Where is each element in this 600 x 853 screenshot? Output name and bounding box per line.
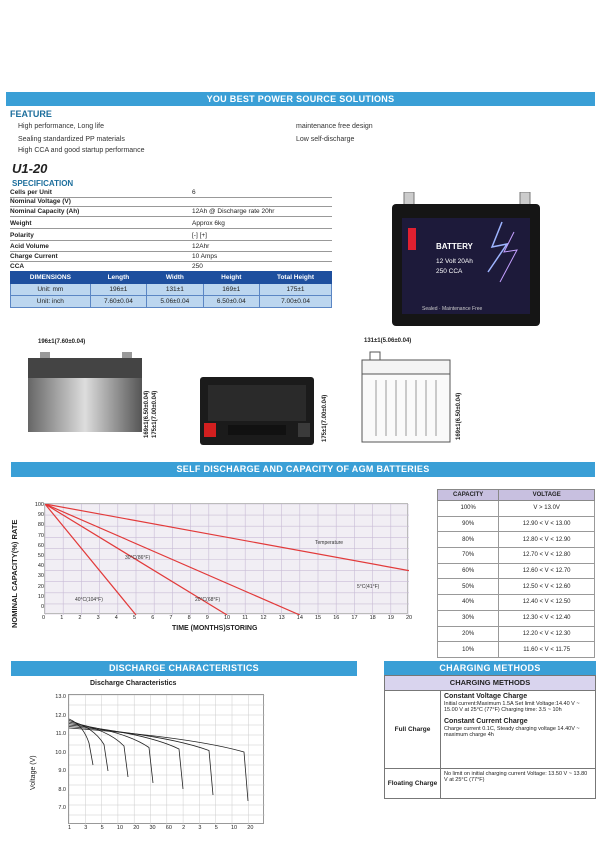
battery-top-photo bbox=[198, 375, 316, 447]
table-row bbox=[438, 595, 595, 611]
dim-header: Height bbox=[203, 272, 259, 284]
table-row bbox=[438, 548, 595, 564]
spec-value: 6 bbox=[192, 189, 196, 196]
x-tick-label: 5 bbox=[133, 615, 137, 621]
volt-cell: 20% bbox=[438, 626, 499, 642]
x-tick-label: 10 bbox=[231, 825, 238, 831]
spec-row bbox=[10, 197, 332, 207]
spec-key: Charge Current bbox=[10, 253, 58, 260]
spec-key: Weight bbox=[10, 220, 32, 227]
spec-key: Polarity bbox=[10, 232, 34, 239]
feature-item: Low self-discharge bbox=[296, 136, 355, 143]
x-tick-row bbox=[68, 825, 264, 833]
spec-key: Cells per Unit bbox=[10, 189, 52, 196]
x-tick-label: 9 bbox=[205, 615, 209, 621]
y-tick-label: 80 bbox=[37, 522, 44, 529]
y-tick-column bbox=[46, 694, 66, 824]
battery-side-drawing bbox=[360, 350, 452, 444]
self-discharge-chart bbox=[44, 503, 408, 614]
dim-cell: 169±1 bbox=[203, 284, 259, 296]
dim-cell: 5.06±0.04 bbox=[147, 296, 203, 308]
float-text: No limit on initial charging current Voltage: 13.50 V ~ 13.80 V at 25°C (77°F) bbox=[444, 771, 588, 783]
voltage-table bbox=[437, 489, 595, 658]
discharge-curve bbox=[69, 724, 153, 784]
x-tick-label: 20 bbox=[406, 615, 413, 621]
feature-item: High performance, Long life bbox=[18, 123, 104, 130]
volt-cell: 30% bbox=[438, 610, 499, 626]
x-tick-label: 5 bbox=[100, 825, 104, 831]
svg-text:Sealed · Maintenance Free: Sealed · Maintenance Free bbox=[422, 306, 483, 312]
volt-cell: 12.60 < V < 12.70 bbox=[499, 563, 595, 579]
volt-cell: 90% bbox=[438, 516, 499, 532]
spec-value: 250 bbox=[192, 263, 203, 270]
x-tick-label: 1 bbox=[60, 615, 64, 621]
spec-value: 10 Amps bbox=[192, 253, 218, 260]
y-tick-label: 12.0 bbox=[55, 712, 66, 719]
charging-banner: CHARGING METHODS bbox=[384, 661, 596, 676]
discharge-banner: DISCHARGE CHARACTERISTICS bbox=[11, 661, 357, 676]
x-tick-label: 19 bbox=[387, 615, 394, 621]
chart-annotation: 40°C(104°F) bbox=[75, 597, 103, 603]
volt-cell: 12.80 < V < 12.90 bbox=[499, 532, 595, 548]
dim-cell: 6.50±0.04 bbox=[203, 296, 259, 308]
feature-item: maintenance free design bbox=[296, 123, 373, 130]
dimensions-table bbox=[10, 271, 332, 308]
x-tick-label: 2 bbox=[78, 615, 82, 621]
dim-cell: Unit: inch bbox=[11, 296, 91, 308]
table-row bbox=[438, 579, 595, 595]
volt-cell: 80% bbox=[438, 532, 499, 548]
y-tick-label: 50 bbox=[37, 552, 44, 559]
x-tick-label: 17 bbox=[351, 615, 358, 621]
spec-heading: SPECIFICATION bbox=[12, 179, 74, 188]
x-tick-label: 0 bbox=[42, 615, 46, 621]
dim-header: DIMENSIONS bbox=[11, 272, 91, 284]
battery-photo bbox=[392, 192, 540, 328]
table-row bbox=[438, 642, 595, 658]
battery-spec-line: 250 CCA bbox=[436, 268, 463, 275]
y-tick-label: 100 bbox=[34, 502, 44, 508]
spec-key: CCA bbox=[10, 263, 25, 270]
table-row bbox=[438, 563, 595, 579]
feature-item: Sealing standardized PP materials bbox=[18, 136, 125, 143]
x-tick-label: 11 bbox=[242, 615, 248, 621]
x-tick-label: 3 bbox=[84, 825, 88, 831]
dim-label: 175±1(7.00±0.04) bbox=[322, 394, 328, 442]
chart-annotation: Temperature bbox=[315, 540, 344, 546]
x-tick-label: 15 bbox=[315, 615, 322, 621]
x-tick-label: 13 bbox=[278, 615, 285, 621]
dim-cell: 175±1 bbox=[260, 284, 332, 296]
y-tick-label: 7.0 bbox=[58, 805, 66, 811]
x-tick-label: 2 bbox=[182, 825, 186, 831]
volt-cell: 100% bbox=[438, 501, 499, 517]
chart-annotation: 30°C(86°F) bbox=[125, 555, 151, 561]
model-number: U1-20 bbox=[12, 161, 48, 176]
chart-annotation: 20°C(68°F) bbox=[195, 597, 221, 603]
spec-row bbox=[10, 252, 332, 262]
x-tick-label: 20 bbox=[133, 825, 140, 831]
discharge-curve bbox=[69, 719, 93, 765]
dim-cell: Unit: mm bbox=[11, 284, 91, 296]
chart-ylabel: NOMINAL CAPACITY(%) RATE bbox=[10, 519, 19, 628]
x-tick-label: 18 bbox=[369, 615, 376, 621]
volt-cell: 12.50 < V < 12.60 bbox=[499, 579, 595, 595]
x-tick-label: 7 bbox=[169, 615, 173, 621]
discharge-curve bbox=[69, 727, 213, 796]
battery-front-photo bbox=[26, 350, 144, 434]
volt-cell: 12.40 < V < 12.50 bbox=[499, 595, 595, 611]
x-tick-label: 16 bbox=[333, 615, 340, 621]
spec-row bbox=[10, 207, 332, 217]
cc-title: Constant Current Charge bbox=[444, 718, 528, 725]
cv-title: Constant Voltage Charge bbox=[444, 693, 528, 700]
cv-text: Initial current:Maximum 1.5A Set limit Voltage:14.40 V ~ 15.00 V at 25°C (77°F) Charging time: 3.5 ~ 10h bbox=[444, 701, 580, 713]
spec-row bbox=[10, 242, 332, 252]
y-tick-label: 90 bbox=[37, 512, 44, 519]
volt-header: CAPACITY bbox=[438, 490, 499, 501]
volt-cell: 11.60 < V < 11.75 bbox=[499, 642, 595, 658]
dim-cell: 7.00±0.04 bbox=[260, 296, 332, 308]
x-tick-label: 12 bbox=[260, 615, 267, 621]
volt-cell: 12.90 < V < 13.00 bbox=[499, 516, 595, 532]
y-tick-label: 20 bbox=[37, 583, 44, 590]
dim-cell: 196±1 bbox=[90, 284, 146, 296]
volt-cell: 12.70 < V < 12.80 bbox=[499, 548, 595, 564]
volt-cell: V > 13.0V bbox=[499, 501, 595, 517]
battery-spec-line: 12 Volt 20Ah bbox=[436, 258, 473, 265]
dim-header: Length bbox=[90, 272, 146, 284]
feature-item: High CCA and good startup performance bbox=[18, 147, 145, 154]
battery-brand: BATTERY bbox=[436, 242, 473, 251]
table-row bbox=[11, 284, 332, 296]
spec-value: 12Ahr bbox=[192, 243, 210, 250]
volt-cell: 10% bbox=[438, 642, 499, 658]
dim-cell: 131±1 bbox=[147, 284, 203, 296]
spec-value: 12Ah @ Discharge rate 20hr bbox=[192, 208, 275, 215]
spec-key: Acid Volume bbox=[10, 243, 49, 250]
x-tick-label: 14 bbox=[296, 615, 303, 621]
floating-charge-label: Floating Charge bbox=[385, 769, 441, 798]
x-tick-label: 6 bbox=[151, 615, 155, 621]
table-row bbox=[438, 501, 595, 517]
discharge-curve bbox=[69, 728, 248, 801]
spec-value: Approx 6kg bbox=[192, 220, 225, 227]
volt-cell: 40% bbox=[438, 595, 499, 611]
volt-header: VOLTAGE bbox=[499, 490, 595, 501]
x-tick-label: 60 bbox=[165, 825, 172, 831]
charging-methods-table bbox=[384, 675, 596, 799]
x-tick-label: 10 bbox=[116, 825, 124, 831]
spec-row bbox=[10, 231, 332, 241]
y-tick-label: 10.0 bbox=[55, 749, 66, 756]
y-tick-label: 8.0 bbox=[58, 786, 66, 793]
y-tick-label: 40 bbox=[37, 563, 44, 570]
y-tick-label: 30 bbox=[37, 573, 44, 580]
dim-label: 169±1(6.50±0.04) bbox=[144, 390, 150, 438]
cc-text: Charge current 0.1C, Steady charging voltage 14.40V ~ maximum charge 4h bbox=[444, 726, 580, 738]
table-row bbox=[438, 516, 595, 532]
spec-key: Nominal Voltage (V) bbox=[10, 198, 71, 205]
x-tick-label: 20 bbox=[247, 825, 254, 831]
volt-cell: 12.30 < V < 12.40 bbox=[499, 610, 595, 626]
feature-heading: FEATURE bbox=[10, 109, 52, 119]
discharge-curve bbox=[69, 725, 183, 789]
header-banner: YOU BEST POWER SOURCE SOLUTIONS bbox=[6, 92, 595, 106]
dim-label: 131±1(5.06±0.04) bbox=[364, 338, 412, 344]
table-row bbox=[438, 610, 595, 626]
dim-label: 175±1(7.00±0.04) bbox=[152, 390, 158, 438]
y-tick-label: 11.0 bbox=[55, 731, 66, 737]
chart-annotation: 5°C(41°F) bbox=[357, 584, 380, 590]
y-tick-label: 60 bbox=[37, 542, 44, 549]
dim-label: 196±1(7.60±0.04) bbox=[38, 339, 86, 345]
y-tick-label: 13.0 bbox=[55, 694, 66, 700]
y-tick-label: 0 bbox=[40, 603, 44, 610]
y-tick-label: 70 bbox=[37, 532, 44, 539]
x-tick-label: 5 bbox=[214, 825, 218, 831]
dim-header: Total Height bbox=[260, 272, 332, 284]
x-tick-label: 3 bbox=[198, 825, 202, 831]
y-tick-label: 10 bbox=[37, 593, 44, 600]
x-tick-label: 1 bbox=[68, 825, 72, 831]
spec-value: [-] [+] bbox=[192, 232, 207, 239]
table-row bbox=[438, 626, 595, 642]
charging-head: CHARGING METHODS bbox=[385, 676, 595, 690]
table-row bbox=[11, 296, 332, 308]
dim-label: 169±1(6.50±0.04) bbox=[456, 392, 462, 440]
x-tick-label: 30 bbox=[149, 825, 156, 831]
table-row bbox=[438, 532, 595, 548]
x-tick-row bbox=[42, 615, 413, 623]
volt-cell: 12.20 < V < 12.30 bbox=[499, 626, 595, 642]
dim-cell: 7.60±0.04 bbox=[90, 296, 146, 308]
y-tick-column bbox=[30, 502, 44, 614]
discharge-ylabel: Voltage (V) bbox=[30, 755, 37, 790]
spec-row bbox=[10, 219, 332, 229]
volt-cell: 50% bbox=[438, 579, 499, 595]
discharge-chart-title: Discharge Characteristics bbox=[90, 680, 177, 687]
self-discharge-banner: SELF DISCHARGE AND CAPACITY OF AGM BATTERIES bbox=[11, 462, 595, 477]
dim-header: Width bbox=[147, 272, 203, 284]
x-tick-label: 8 bbox=[187, 615, 191, 621]
volt-cell: 60% bbox=[438, 563, 499, 579]
discharge-chart bbox=[68, 694, 264, 824]
full-charge-label: Full Charge bbox=[385, 691, 441, 768]
x-tick-label: 3 bbox=[96, 615, 100, 621]
x-tick-label: 10 bbox=[224, 615, 231, 621]
x-tick-label: 4 bbox=[114, 615, 118, 621]
spec-key: Nominal Capacity (Ah) bbox=[10, 208, 80, 215]
y-tick-label: 9.0 bbox=[58, 768, 66, 774]
chart-xlabel: TIME (MONTHS)STORING bbox=[172, 625, 258, 632]
volt-cell: 70% bbox=[438, 548, 499, 564]
